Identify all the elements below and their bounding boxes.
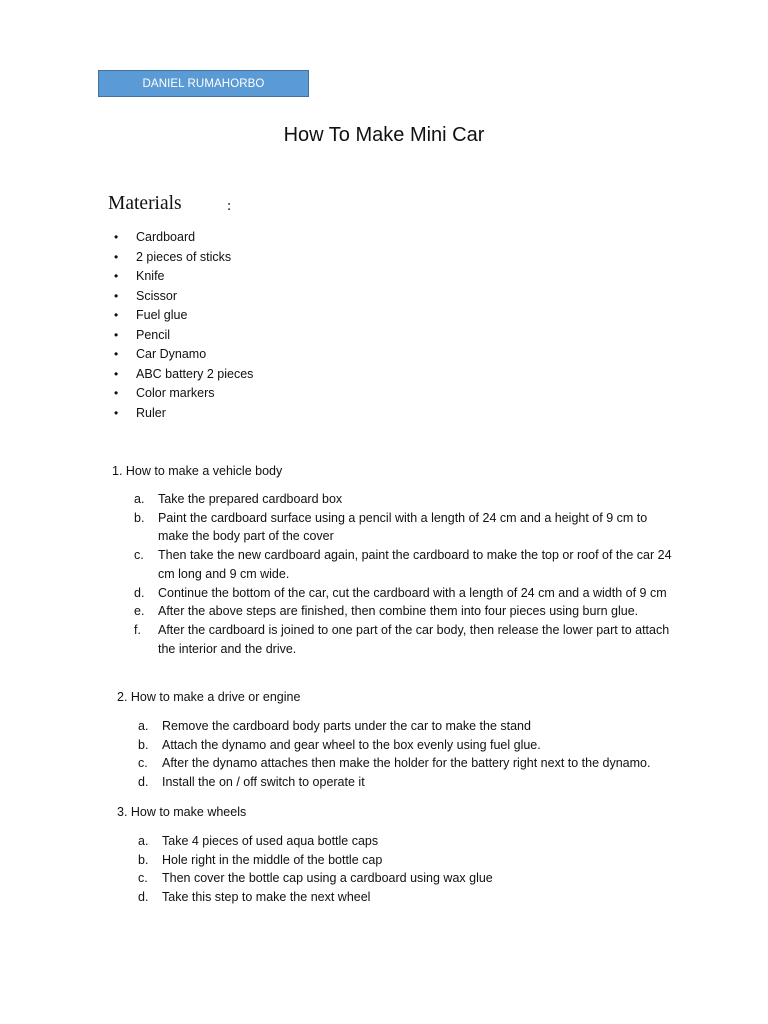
bullet-icon: • xyxy=(114,230,119,244)
bullet-icon: • xyxy=(114,386,119,400)
list-item: • Cardboard xyxy=(108,228,253,248)
bullet-icon: • xyxy=(114,366,119,381)
steps-list-wheels xyxy=(138,832,638,907)
materials-heading: Materials xyxy=(108,193,182,214)
steps-list-drive-engine xyxy=(138,717,698,792)
list-item: c. After the dynamo attaches then make the holder for the battery right next to the dynamo. xyxy=(138,756,651,771)
materials-list xyxy=(108,228,253,423)
bullet-icon: • xyxy=(114,269,119,283)
materials-colon: : xyxy=(227,198,232,214)
author-banner: DANIEL RUMAHORBO xyxy=(98,70,309,97)
list-item: • Fuel glue xyxy=(108,306,253,326)
steps-list-vehicle-body xyxy=(134,490,674,658)
page-title: How To Make Mini Car xyxy=(283,124,485,146)
list-item: • Scissor xyxy=(108,287,253,307)
bullet-icon: • xyxy=(114,405,119,420)
list-item: a. Take 4 pieces of used aqua bottle caps xyxy=(138,834,379,848)
list-item: d. Continue the bottom of the car, cut the cardboard with a length of 24 cm and a width of 9 cm xyxy=(134,585,667,600)
list-item: f. After the cardboard is joined to one part of the car body, then release the lower part to attach the interior and the drive. xyxy=(134,622,670,656)
list-item: a. Take the prepared cardboard box xyxy=(134,492,343,506)
list-item: a. Remove the cardboard body parts under the car to make the stand xyxy=(138,719,531,733)
list-item: • Car Dynamo xyxy=(108,345,253,365)
list-item: • Color markers xyxy=(108,384,253,404)
bullet-icon: • xyxy=(114,249,119,264)
list-item: c. Then cover the bottle cap using a cardboard using wax glue xyxy=(138,871,493,886)
section-title-vehicle-body: 1. How to make a vehicle body xyxy=(112,464,283,478)
bullet-icon: • xyxy=(114,347,119,361)
list-item: c. Then take the new cardboard again, paint the cardboard to make the top or roof of the car 24 cm long and 9 cm wide. xyxy=(134,548,672,581)
list-item: • ABC battery 2 pieces xyxy=(108,365,253,385)
section-title-wheels: 3. How to make wheels xyxy=(117,805,247,819)
list-item: • Ruler xyxy=(108,404,253,424)
bullet-icon: • xyxy=(114,327,119,342)
list-item: • Knife xyxy=(108,267,253,287)
bullet-icon: • xyxy=(114,308,119,322)
list-item: • Pencil xyxy=(108,326,253,346)
list-item: • 2 pieces of sticks xyxy=(108,248,253,268)
list-item: d. Install the on / off switch to operate it xyxy=(138,775,365,790)
section-title-drive-engine: 2. How to make a drive or engine xyxy=(117,690,301,704)
list-item: b. Paint the cardboard surface using a pencil with a length of 24 cm and a height of 9 cm to make the body part of the cover xyxy=(134,510,648,544)
list-item: b. Hole right in the middle of the bottle cap xyxy=(138,852,383,867)
bullet-icon: • xyxy=(114,288,119,303)
list-item: d. Take this step to make the next wheel xyxy=(138,890,371,905)
list-item: b. Attach the dynamo and gear wheel to the box evenly using fuel glue. xyxy=(138,737,541,752)
list-item: e. After the above steps are finished, then combine them into four pieces using burn glue. xyxy=(134,604,639,619)
